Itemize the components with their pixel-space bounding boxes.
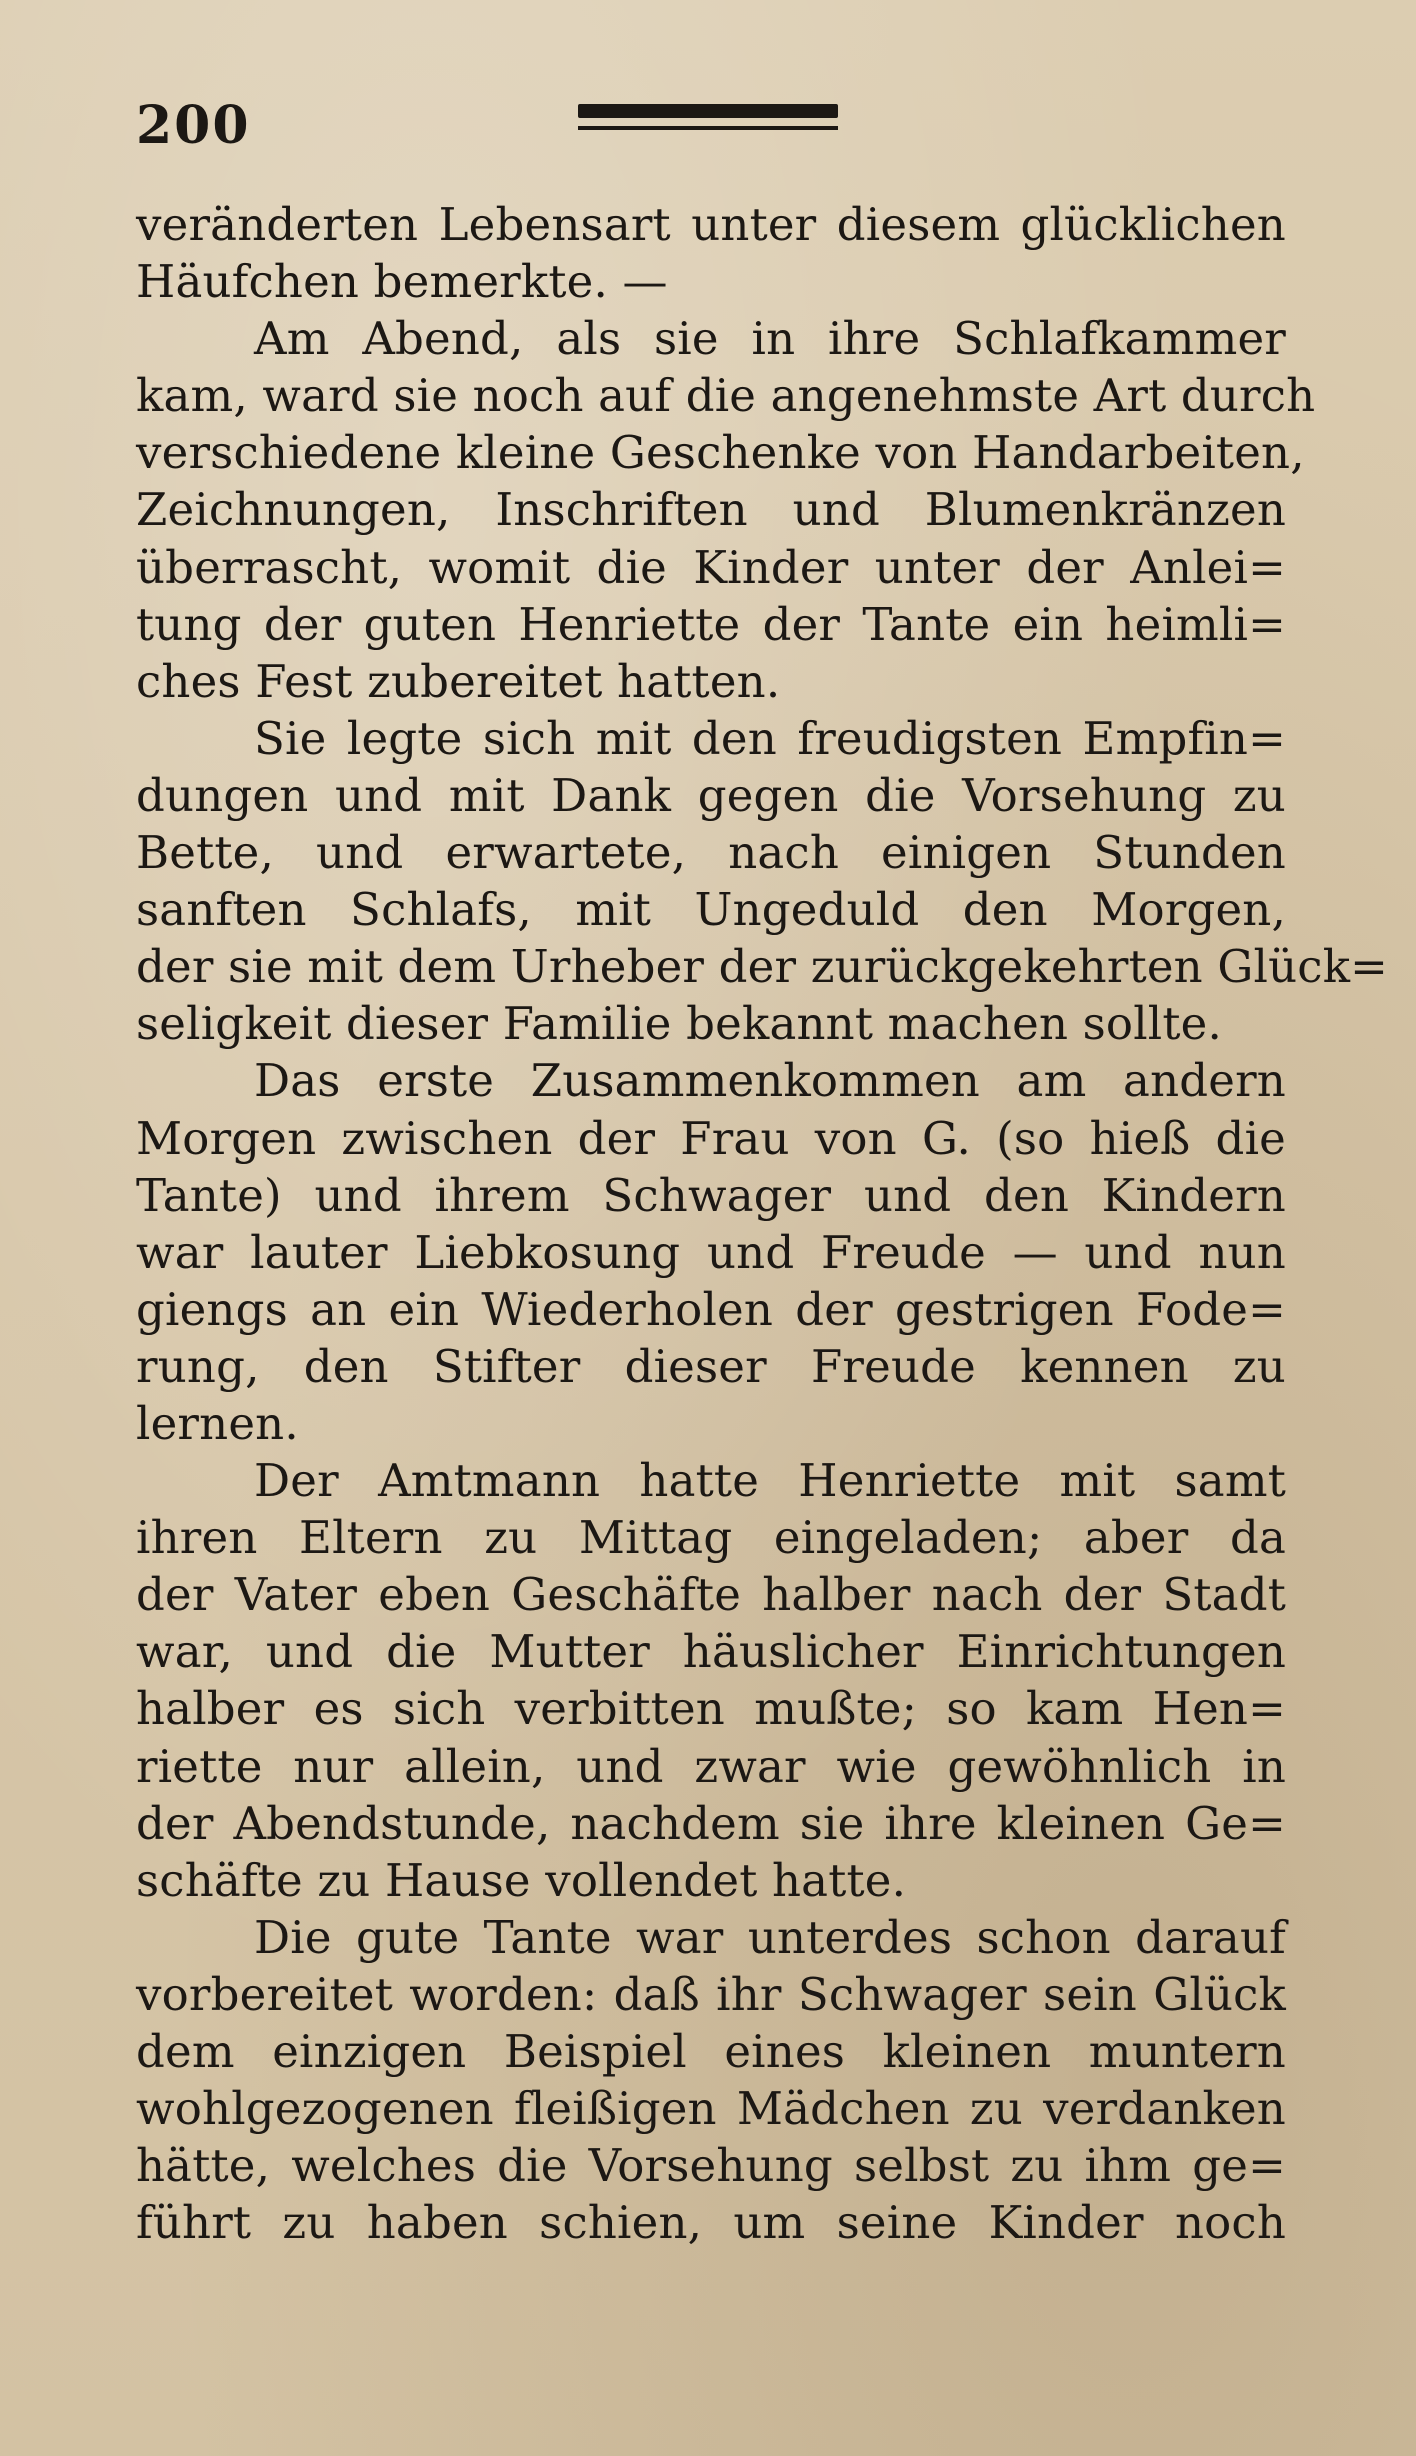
text-line: Häufchen bemerkte. — — [136, 255, 668, 309]
text-line: überrascht, womit die Kinder unter der Anlei= — [136, 540, 1286, 594]
text-line: Morgen zwischen der Frau von G. (so hieß die — [136, 1111, 1286, 1165]
ornament-thick-rule — [578, 104, 838, 118]
text-line: wohlgezogenen fleißigen Mädchen zu verdanken — [136, 2082, 1286, 2136]
text-line: Sie legte sich mit den freudigsten Empfin= — [254, 711, 1286, 765]
text-line: lernen. — [136, 1396, 299, 1450]
text-line: Zeichnungen, Inschriften und Blumenkränzen — [136, 483, 1286, 537]
text-line: halber es sich verbitten mußte; so kam Hen= — [136, 1682, 1286, 1736]
text-line: Der Amtmann hatte Henriette mit samt — [254, 1454, 1286, 1508]
text-line: der Vater eben Geschäfte halber nach der Stadt — [136, 1568, 1286, 1622]
text-line: der Abendstunde, nachdem sie ihre kleinen Ge= — [136, 1796, 1286, 1850]
text-line: tung der guten Henriette der Tante ein heimli= — [136, 597, 1286, 651]
text-line: vorbereitet worden: daß ihr Schwager sein Glück — [136, 1967, 1286, 2021]
text-line: riette nur allein, und zwar wie gewöhnlich in — [136, 1739, 1286, 1793]
text-line: hätte, welches die Vorsehung selbst zu ihm ge= — [136, 2139, 1286, 2193]
text-line: kam, ward sie noch auf die angenehmste Art durch — [136, 369, 1316, 423]
text-line: der sie mit dem Urheber der zurückgekehrten Glück= — [136, 940, 1389, 994]
ornament-thin-rule — [578, 126, 838, 130]
text-line: Tante) und ihrem Schwager und den Kindern — [136, 1168, 1286, 1222]
text-line: dem einzigen Beispiel eines kleinen muntern — [136, 2025, 1286, 2078]
text-line: schäfte zu Hause vollendet hatte. — [136, 1853, 907, 1907]
text-line: dungen und mit Dank gegen die Vorsehung zu — [136, 768, 1286, 822]
text-line: Bette, und erwartete, nach einigen Stunden — [136, 826, 1286, 880]
header-ornament-rule — [578, 104, 838, 138]
text-line: seligkeit dieser Familie bekannt machen sollte. — [136, 997, 1223, 1051]
text-line: rung, den Stifter dieser Freude kennen zu — [136, 1339, 1286, 1393]
text-line: verschiedene kleine Geschenke von Handarbeiten, — [136, 426, 1305, 480]
text-line: war, und die Mutter häuslicher Einrichtungen — [136, 1625, 1286, 1679]
text-line: ches Fest zubereitet hatten. — [136, 654, 781, 708]
text-line: giengs an ein Wiederholen der gestrigen Fode= — [136, 1282, 1286, 1336]
page-number: 200 — [136, 95, 251, 156]
text-line: war lauter Liebkosung und Freude — und nun — [136, 1225, 1286, 1279]
text-line: Am Abend, als sie in ihre Schlafkammer — [254, 312, 1286, 366]
text-line: führt zu haben schien, um seine Kinder noch — [136, 2196, 1286, 2250]
text-line: Das erste Zusammenkommen am andern — [254, 1054, 1286, 1108]
text-line: Die gute Tante war unterdes schon darauf — [254, 1910, 1286, 1964]
text-line: ihren Eltern zu Mittag eingeladen; aber da — [136, 1511, 1286, 1565]
text-line: veränderten Lebensart unter diesem glücklichen — [136, 198, 1286, 251]
text-line: sanften Schlafs, mit Ungeduld den Morgen, — [136, 883, 1286, 937]
body-text — [136, 196, 1389, 2251]
